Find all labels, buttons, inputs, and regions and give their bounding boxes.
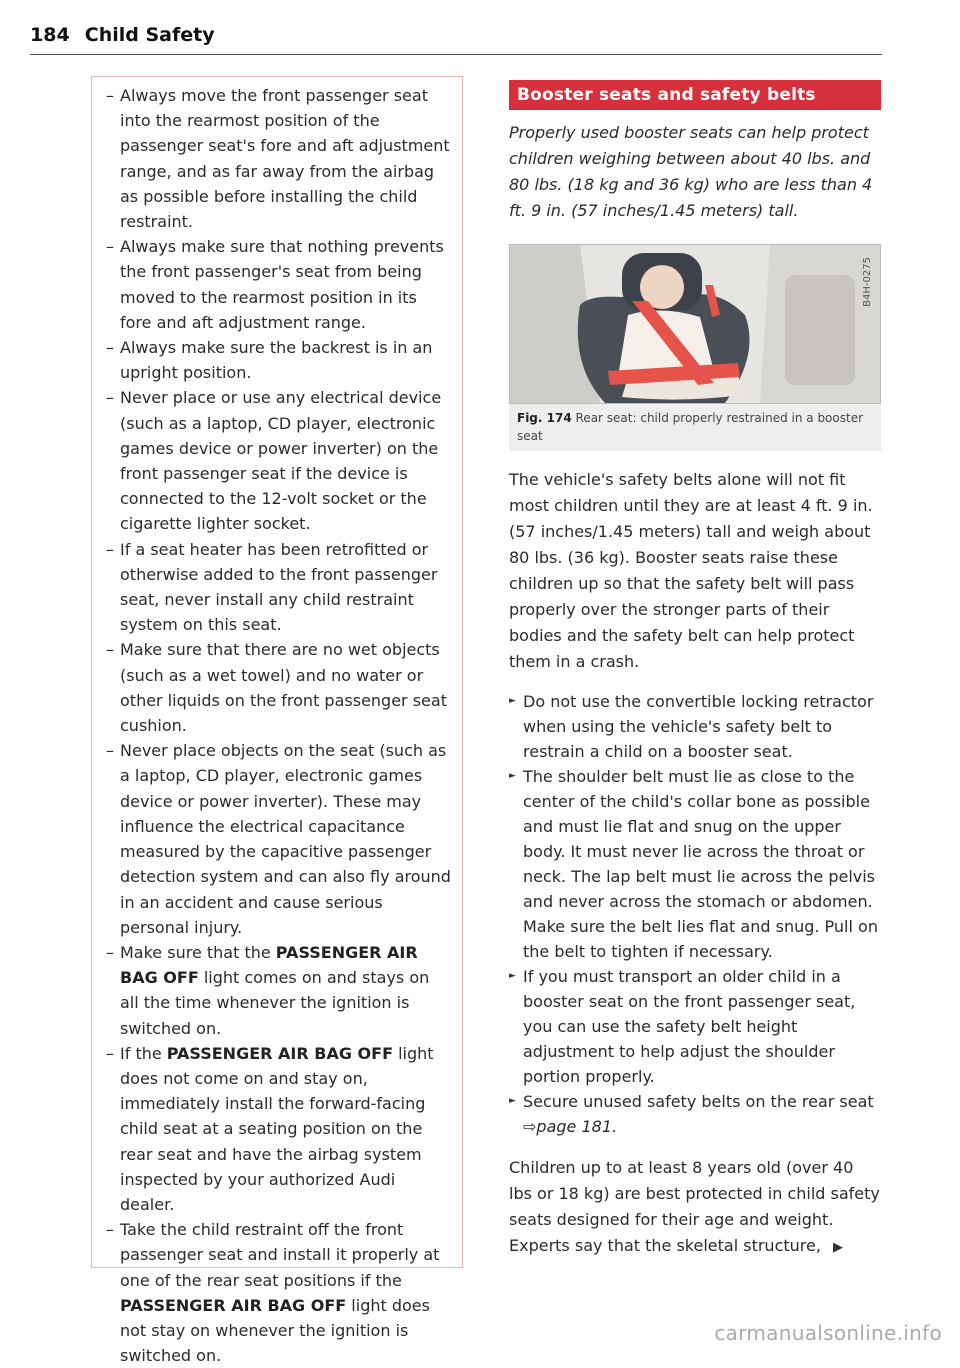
warning-item: – Never place objects on the seat (such as a laptop, CD player, electronic games device or power inverter). These may influence the electrical capacitance measured by the capacitive passenger detection system and can also fly around in an accident and cause serious personal injury. [106,738,452,940]
page-reference-link[interactable]: ⇨page 181. [523,1117,618,1136]
instruction-item: ► Do not use the convertible locking retractor when using the vehicle's safety belt to restrain a child on a booster seat. [509,689,881,764]
figure-caption [509,404,881,451]
continue-arrow-icon: ▶ [832,1240,843,1255]
warning-item: – Always make sure the backrest is in an upright position. [106,335,452,385]
figure-code: B4H-0275 [862,257,873,307]
header-rule [30,54,882,55]
warning-box [91,76,463,1366]
instruction-item: ► The shoulder belt must lie as close to the center of the child's collar bone as possible and must lie flat and snug on the upper body. It must never lie across the throat or neck. The lap belt must lie across the pelvis and never across the stomach or abdomen. Make sure the belt lies flat and snug. Pull on the belt to tighten if necessary. [509,764,881,964]
figure-booster-seat [509,244,881,404]
body-paragraph-1: The vehicle's safety belts alone will not fit most children until they are at least 4 ft. 9 in. (57 inches/1.45 meters) tall and weigh about 80 lbs. (36 kg). Booster seats raise these children up so that the safety belt will pass properly over the stronger parts of their bodies and the safety belt can help protect them in a crash. [509,470,873,671]
instruction-item: ► If you must transport an older child in a booster seat on the front passenger seat, you can use the safety belt height adjustment to help adjust the shoulder portion properly. [509,964,881,1089]
booster-seat-illustration [510,245,880,403]
figure-label: Fig. 174 [517,411,572,425]
warning-item: – If a seat heater has been retrofitted or otherwise added to the front passenger seat, never install any child restraint system on this seat. [106,537,452,638]
section-intro: Properly used booster seats can help protect children weighing between about 40 lbs. and 80 lbs. (18 kg and 36 kg) who are less than 4 ft. 9 in. (57 inches/1.45 meters) tall. [509,123,873,220]
section-title: Booster seats and safety belts [509,80,881,110]
page-header [30,24,882,46]
instruction-list [509,689,881,1139]
right-column [509,80,881,1261]
warning-item: – Always move the front passenger seat into the rearmost position of the passenger seat's fore and aft adjustment range, and as far away from the airbag as possible before installing the child restraint. [106,83,452,234]
page-number: 184 [30,24,70,46]
instruction-item: ► Secure unused safety belts on the rear seat ⇨page 181. [509,1089,881,1139]
body-paragraph-2: Children up to at least 8 years old (over 40 lbs or 18 kg) are best protected in child safety seats designed for their age and weight. Experts say that the skeletal structure, ▶ [509,1155,881,1261]
warning-item: – Take the child restraint off the front passenger seat and install it properly at one of the rear seat positions if the PASSENGER AIR BAG OFF light does not stay on whenever the ignition is switched on. [106,1217,452,1368]
warning-item: – Make sure that there are no wet objects (such as a wet towel) and no water or other liquids on the front passenger seat cushion. [106,637,452,738]
warning-item: – Make sure that the PASSENGER AIR BAG OFF light comes on and stays on all the time whenever the ignition is switched on. [106,940,452,1041]
watermark: carmanualsonline.info [714,1321,942,1345]
warning-item: – If the PASSENGER AIR BAG OFF light does not come on and stay on, immediately install the forward-facing child seat at a seating position on the rear seat and have the airbag system inspected by your authorized Audi dealer. [106,1041,452,1217]
section-header-title: Child Safety [84,24,215,46]
warning-list [106,83,452,1368]
figure-caption-text: Rear seat: child properly restrained in a booster seat [517,411,864,443]
warning-item: – Always make sure that nothing prevents the front passenger's seat from being moved to the rearmost position in its fore and aft adjustment range. [106,234,452,335]
warning-item: – Never place or use any electrical device (such as a laptop, CD player, electronic games device or power inverter) on the front passenger seat if the device is connected to the 12-volt socket or the cigarette lighter socket. [106,385,452,536]
